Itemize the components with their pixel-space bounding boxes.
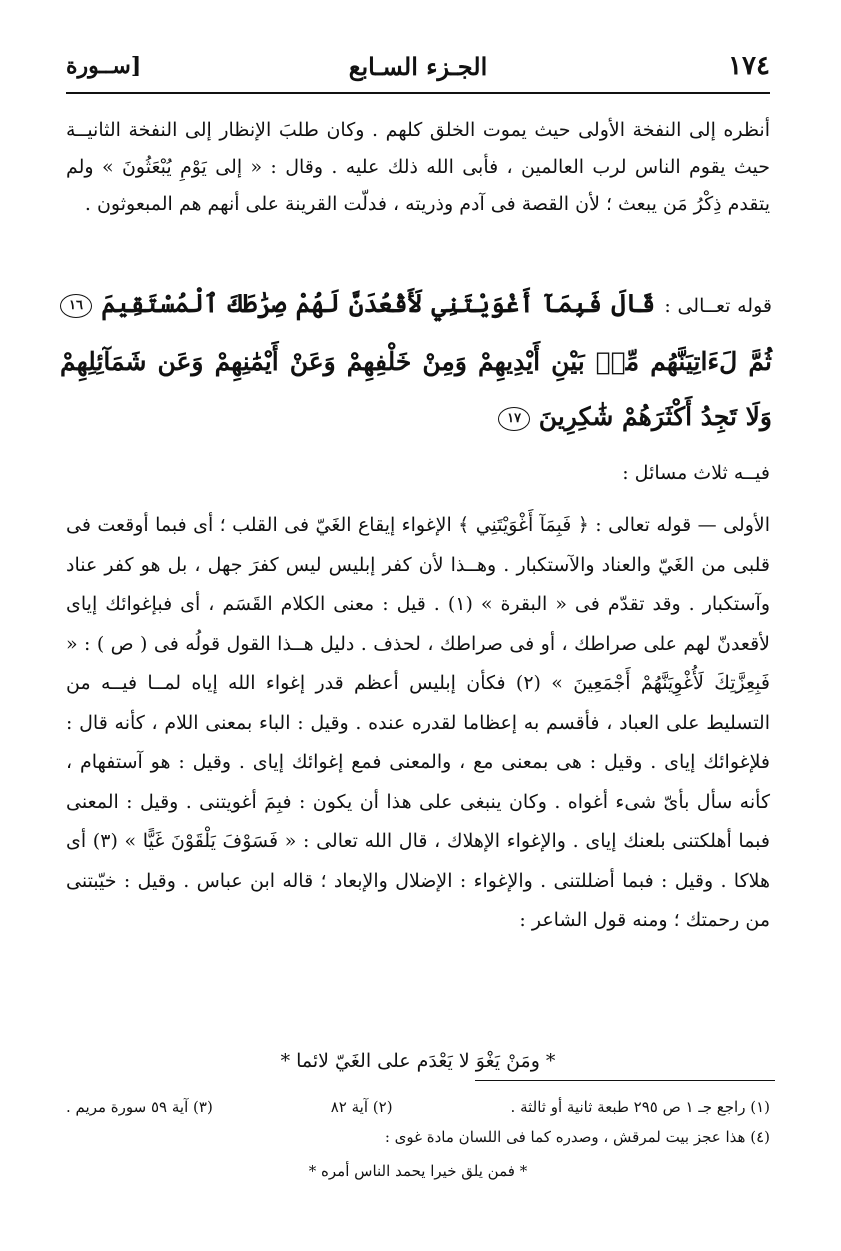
poem-line: * ومَنْ يَغْوَ لا يَعْدَم على الغَيّ لائما * [280, 1050, 556, 1072]
ayah-number-marker: ١٦ [60, 294, 92, 318]
quran-verse [60, 276, 772, 444]
footnote-divider [475, 1080, 775, 1081]
footnote-row [66, 1092, 770, 1122]
footnote-poem: * فمن يلق خيرا يحمد الناس أمره * [308, 1162, 528, 1180]
discussion-paragraph: الأولى — قوله تعالى : ﴿ فَبِمَآ أَغْوَيْتَنِي ﴾ الإغواء إيقاع الغَيّ فى القلب ؛ أى فبما أوقعت فى قلبى من الغَيّ والعناد والآستكبار . وهــذا لأن كفر إبليس ليس كفرَ جهل ، بل هو كفر عناد وآستكبار . وقد تقدّم فى « البقرة » (١) . قيل : معنى الكلام القَسَم ، أى فبإغوائك إياى لأقعدنّ لهم على صراطك ، أو فى صراطك ، لحذف . دليل هــذا القول قولُه فى ( ص ) : « فَبِعِزَّتِكَ لَأُغْوِيَنَّهُمْ أَجْمَعِينَ » (٢) فكأن إبليس أعظم قدر إغواء الله إياه لمــا فيــه من التسليط على العباد ، فأقسم به إعظاما لقدره عنده . وقيل : الباء بمعنى اللام ، كأنه قال : فلإغوائك إياى . وقيل : هى بمعنى مع ، والمعنى فمع إغوائك إياى . وقيل : هو آستفهام ، كأنه سأل بأىّ شىء أغواه . وكان ينبغى على هذا أن يكون : فبِمَ أغويتنى . وقيل : المعنى فبما أهلكتنى بلعنك إياى . والإغواء الإهلاك ، قال الله تعالى : « فَسَوْفَ يَلْقَوْنَ غَيًّا » (٣) أى هلاكا . وقيل : فبما أضللتنى . والإغواء : الإضلال والإبعاد ؛ قاله ابن عباس . وقيل : خيّبتنى من رحمتك ؛ ومنه قول الشاعر : [66, 514, 771, 931]
page-number: ١٧٤ [728, 51, 770, 81]
discussion-block [66, 506, 770, 941]
verse-text-2: ثُمَّ لَءَاتِيَنَّهُم مِّنۢ بَيْنِ أَيْدِيهِمْ وَمِنْ خَلْفِهِمْ وَعَنْ أَيْمَٰنِهِمْ وَعَن شَمَآئِلِهِمْ وَلَا تَجِدُ أَكْثَرَهُمْ شَٰكِرِينَ [60, 347, 772, 431]
surah-title: [ســورة [66, 53, 142, 79]
ayah-number-marker: ١٧ [498, 407, 530, 431]
footnote-1: (١) راجع جـ ١ ص ٢٩٥ طبعة ثانية أو ثالثة . [510, 1098, 770, 1116]
issues-heading: فيــه ثلاث مسائل : [622, 462, 770, 484]
page-header [66, 40, 770, 94]
part-title: الجـزء السـابع [348, 51, 488, 81]
intro-paragraph-block [66, 112, 770, 223]
footnote-3: (٣) آية ٥٩ سورة مريم . [66, 1098, 213, 1116]
verse-intro: قوله تعــالى : [664, 295, 772, 317]
footnote-4: (٤) هذا عجز بيت لمرقش ، وصدره كما فى اللسان مادة غوى : [384, 1128, 770, 1146]
intro-paragraph: أنظره إلى النفخة الأولى حيث يموت الخلق كلهم . وكان طلبَ الإنظار إلى النفخة الثانيــة حيث يقوم الناس لرب العالمين ، فأبى الله ذلك عليه . وقال : « إلى يَوْمِ يُبْعَثُونَ » ولم يتقدم ذِكْرُ مَن يبعث ؛ لأن القصة فى آدم وذريته ، فدلّت القرينة على أنهم هم المبعوثون . [66, 119, 770, 215]
verse-text-1: قَالَ فَبِمَآ أَغْوَيْتَنِي لَأَقْعُدَنَّ لَهُمْ صِرَٰطَكَ ٱلْمُسْتَقِيمَ [101, 289, 656, 318]
footnotes [66, 1092, 770, 1186]
footnote-2: (٢) آية ٨٢ [330, 1098, 393, 1116]
